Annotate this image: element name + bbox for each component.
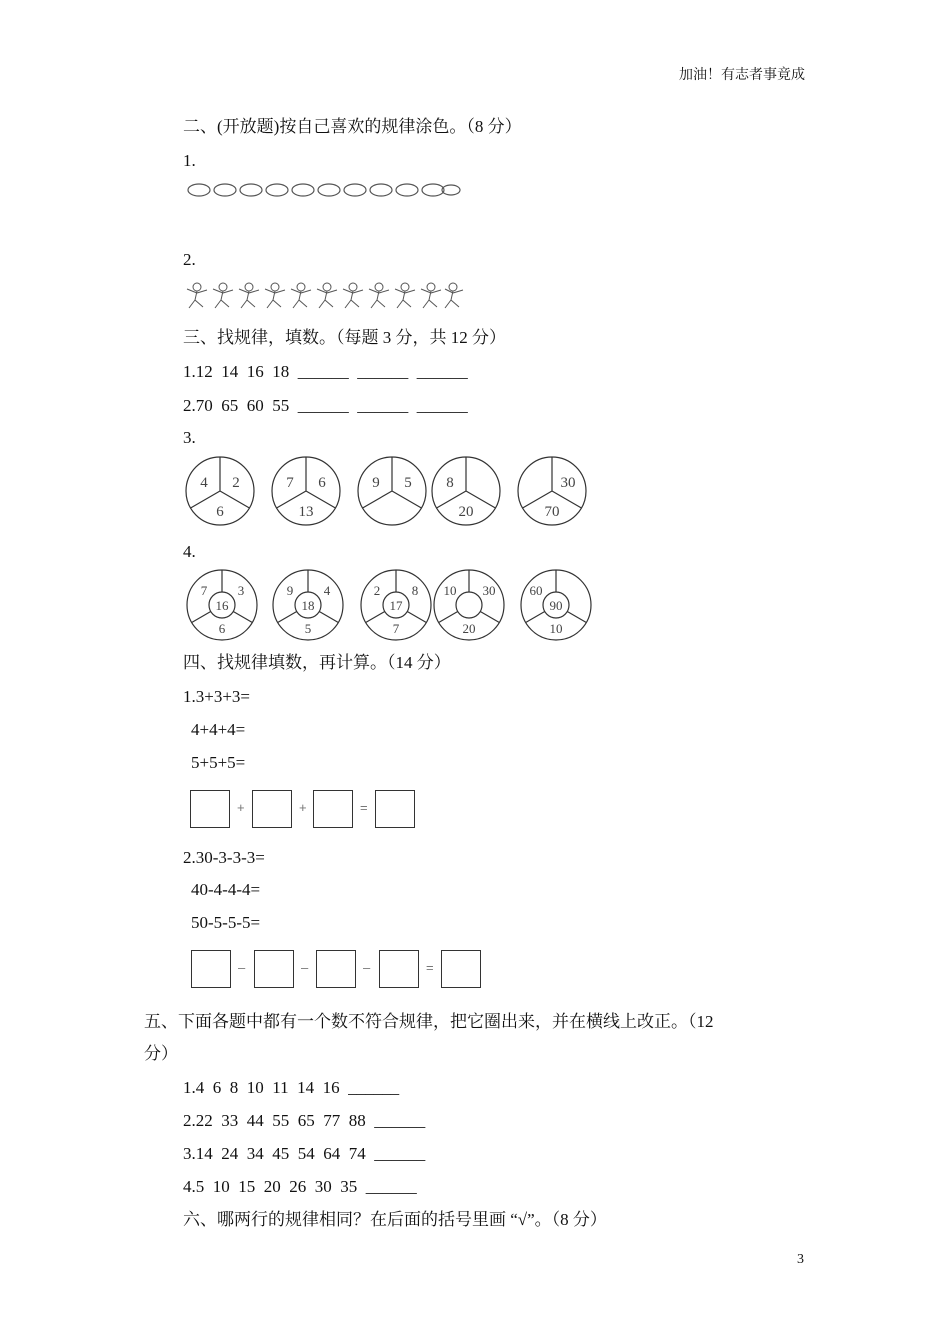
- dancer-figure: [187, 283, 207, 308]
- section-5-title-line-1: 五、下面各题中都有一个数不符合规律，把它圈出来，并在横线上改正。（12: [144, 1012, 714, 1031]
- answer-box[interactable]: [191, 950, 231, 988]
- dancer-figure: [265, 283, 285, 308]
- section-6-title: 六、哪两行的规律相同？在后面的括号里画 “√”。（8 分）: [183, 1210, 607, 1229]
- r3-bottom: 7: [392, 621, 400, 636]
- header-motto: 加油！有志者事竟成: [679, 68, 805, 83]
- dancer-figure: [421, 283, 441, 308]
- section-2-title: 二、(开放题)按自己喜欢的规律涂色。（8 分）: [183, 117, 522, 136]
- s3-q2-sequence: 2.70 65 60 55 ______ ______ ______: [183, 396, 468, 415]
- s2-q2-label: 2.: [183, 250, 196, 269]
- ring-circles-figure: [180, 569, 600, 641]
- r2-bottom: 5: [304, 621, 312, 636]
- c2-top-right: 6: [318, 475, 326, 491]
- r3-top-right: 8: [411, 583, 419, 598]
- r1-top-left: 7: [200, 583, 208, 598]
- c5-bottom: 70: [544, 504, 560, 520]
- r3-top-left: 2: [373, 583, 381, 598]
- s5-item-1: 1.4 6 8 10 11 14 16 ______: [183, 1078, 400, 1097]
- r4-top-right: 30: [482, 583, 496, 598]
- chain-link: [442, 185, 460, 195]
- equals-sign: =: [426, 960, 434, 975]
- chain-link: [344, 184, 366, 196]
- minus-sign: –: [238, 960, 246, 975]
- r5-top-left: 60: [529, 583, 543, 598]
- r2-top-right: 4: [323, 583, 331, 598]
- dancer-figure: [239, 283, 259, 308]
- c2-top-left: 7: [286, 475, 294, 491]
- answer-box[interactable]: [254, 950, 294, 988]
- section-5-title-line-2: 分）: [144, 1044, 178, 1063]
- s4-p1-line-3: 5+5+5=: [191, 753, 246, 772]
- answer-box[interactable]: [441, 950, 481, 988]
- c1-top-left: 4: [200, 475, 208, 491]
- c5-top-right: 30: [560, 475, 576, 491]
- c1-top-right: 2: [232, 475, 240, 491]
- chain-links-figure: [183, 178, 468, 202]
- s5-item-3: 3.14 24 34 45 54 64 74 ______: [183, 1144, 426, 1163]
- minus-sign: –: [363, 960, 371, 975]
- c3-top-right: 5: [404, 475, 412, 491]
- dancer-figure: [291, 283, 311, 308]
- r5-bottom: 10: [549, 621, 563, 636]
- answer-box[interactable]: [252, 790, 292, 828]
- split-circle-3: [358, 457, 426, 525]
- r1-top-right: 3: [237, 583, 245, 598]
- dancing-figures: [183, 278, 468, 312]
- dancer-figure: [317, 283, 337, 308]
- dancer-figure: [369, 283, 389, 308]
- c1-bottom: 6: [216, 504, 224, 520]
- r4-bottom: 20: [462, 621, 476, 636]
- answer-box[interactable]: [190, 790, 230, 828]
- r2-top-left: 9: [286, 583, 294, 598]
- r1-center: 16: [215, 598, 229, 613]
- chain-link: [188, 184, 210, 196]
- chain-link: [422, 184, 444, 196]
- plus-sign: +: [237, 800, 245, 815]
- c2-bottom: 13: [298, 504, 314, 520]
- dancer-figure: [213, 283, 233, 308]
- r1-bottom: 6: [218, 621, 226, 636]
- page-number: 3: [797, 1252, 804, 1267]
- section-3-title: 三、找规律，填数。（每题 3 分，共 12 分）: [183, 328, 506, 347]
- section-4-title: 四、找规律填数，再计算。（14 分）: [183, 653, 451, 672]
- s3-q1-sequence: 1.12 14 16 18 ______ ______ ______: [183, 362, 468, 381]
- r3-center: 17: [389, 598, 403, 613]
- s5-item-2: 2.22 33 44 55 65 77 88 ______: [183, 1111, 426, 1130]
- answer-box[interactable]: [316, 950, 356, 988]
- s3-q3-label: 3.: [183, 428, 196, 447]
- c4-top-left: 8: [446, 475, 454, 491]
- dancer-figure: [395, 283, 415, 308]
- dancer-figure: [445, 283, 463, 308]
- plus-sign: +: [299, 800, 307, 815]
- chain-link: [370, 184, 392, 196]
- r5-center: 90: [549, 598, 563, 613]
- s2-q1-label: 1.: [183, 151, 196, 170]
- c3-top-left: 9: [372, 475, 380, 491]
- chain-link: [396, 184, 418, 196]
- dancer-figure: [343, 283, 363, 308]
- split-circles-figure: [180, 455, 600, 527]
- chain-link: [214, 184, 236, 196]
- chain-link: [292, 184, 314, 196]
- s3-q4-label: 4.: [183, 542, 196, 561]
- s5-item-4: 4.5 10 15 20 26 30 35 ______: [183, 1177, 417, 1196]
- chain-link: [318, 184, 340, 196]
- answer-box[interactable]: [379, 950, 419, 988]
- equals-sign: =: [360, 800, 368, 815]
- s4-p2-line-1: 2.30-3-3-3=: [183, 848, 265, 867]
- s4-p1-line-1: 1.3+3+3=: [183, 687, 251, 706]
- r2-center: 18: [301, 598, 315, 613]
- chain-link: [266, 184, 288, 196]
- answer-box[interactable]: [313, 790, 353, 828]
- answer-box[interactable]: [375, 790, 415, 828]
- s4-p2-line-3: 50-5-5-5=: [191, 913, 261, 932]
- s4-p2-line-2: 40-4-4-4=: [191, 880, 261, 899]
- minus-sign: –: [301, 960, 309, 975]
- r4-top-left: 10: [443, 583, 457, 598]
- s4-p1-line-2: 4+4+4=: [191, 720, 246, 739]
- c4-bottom: 20: [458, 504, 474, 520]
- chain-link: [240, 184, 262, 196]
